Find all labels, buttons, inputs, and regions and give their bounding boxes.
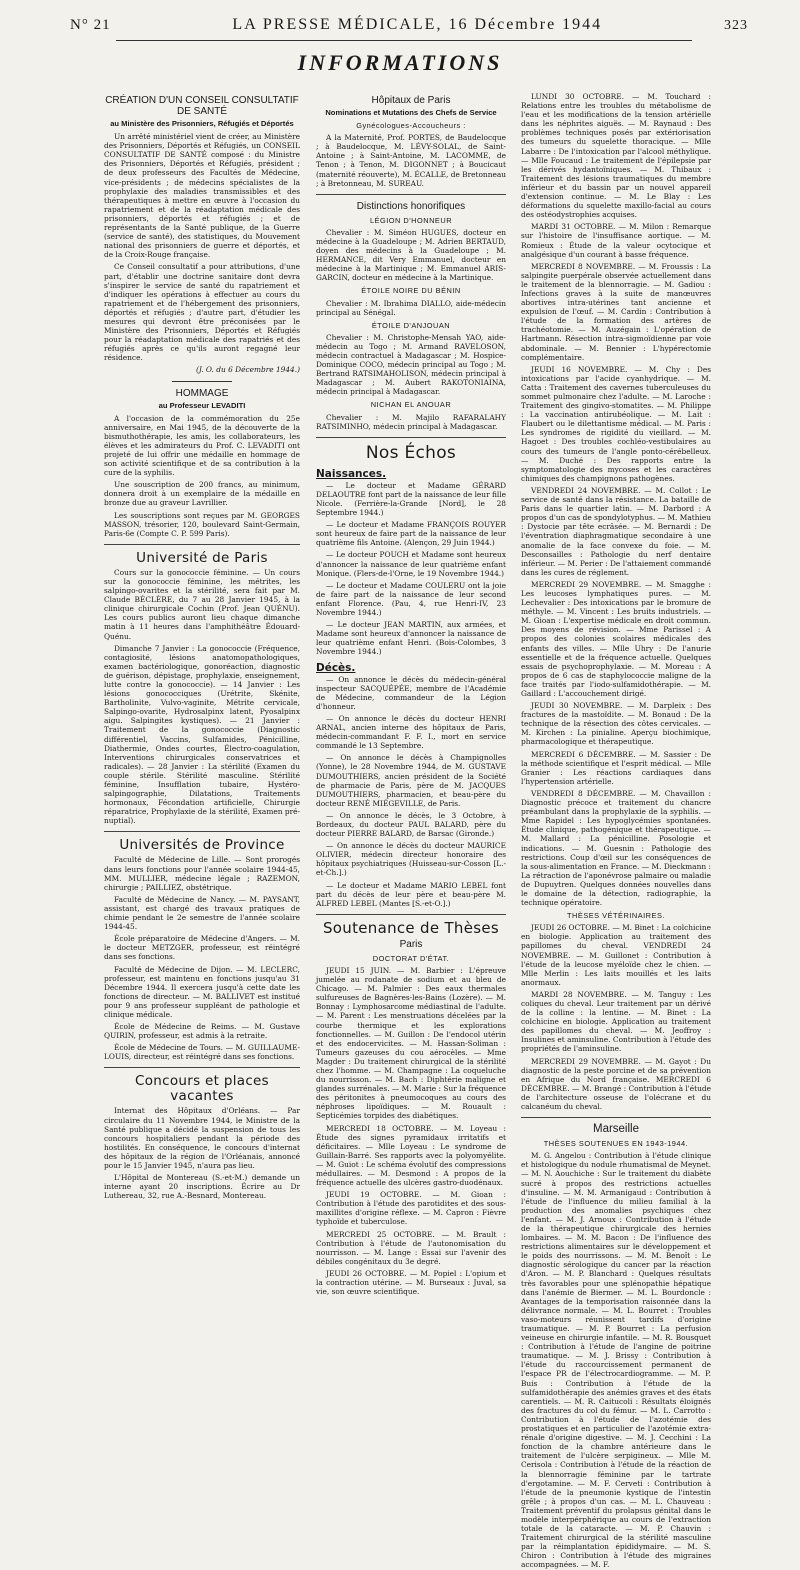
separator [104,831,300,832]
paragraph: École préparatoire de Médecine d'Angers. — M. le docteur METZGER, professeur, est réintégré dans ses fonctions. [104,934,300,962]
separator [316,194,506,195]
paragraph: JEUDI 26 OCTOBRE. — M. Popiel : L'opium et la contraction utérine. — M. Burseaux : Juval, sa vie, son œuvre scientifique. [316,1268,506,1297]
paragraph: École de Médecine de Reims. — M. Gustave QUIRIN, professeur, est admis à la retraite. [104,1022,300,1041]
heading-universites-province: Universités de Province [119,837,285,854]
issue-number: N° 21 [70,17,111,33]
column-1 [104,92,300,1201]
separator [316,914,506,915]
paragraph: M. G. Angelou : Contribution à l'étude clinique et histologique du nodule rhumatismal de Meynet. — M. N. Aouchiche : Sur le traitement du diabète sucré à propos des restrictions actuelles d'insuline. — M. M. Armanigaud : Contribution à l'étude de l'influence du milieu familial à la production des anomalies psychiques chez l'enfant. — M. J. Arnoux : Contribution à l'étude de la thérapeutique chirurgicale des hernies lombaires. — M. M. Bacon : De l'influence des restrictions alimentaires sur le développement et le poids des nourrissons. — M. M. Benoît : Le diagnostic sérologique du cancer par la réaction d'Aron. — M. P. Blanchard : Quelques résultats très favorables pour une splénopathie hépatique dans l'anémie de Biermer. — M. L. Bourdoncle : Avantages de la temporisation raisonnée dans la délivrance normale. — M. L. Bourret : Troubles vaso-moteurs réunissent tardifs d'origine traumatique. — M. P. Bourret : La perfusion veineuse en chirurgie infantile. — M. R. Bousquet : Contribution à l'étude de l'angine de poitrine traumatique. — M. J. Brissy : Contribution à l'étude du raccourcissement permanent de l'espace PR de l'électrocardiogramme. — M. P. Buis : Contribution à l'étude de la sulfamidothérapie des anémies graves et des états carentiels. — M. R. Caitucoli : Résultats éloignés des fractures du col du fémur. — M. L. Carrotto : Contribution à l'étude de l'azotémie des prostatiques et en particulier de l'azotémie extra-rénale d'origine digestive. — M. J. Cecchini : La fonction de la chambre antérieure dans le traitement de l'ulcère serpigineux. — Mlle M. Cerisola : Contribution à l'étude de la réaction de la blennorragie féminine par le tartrate d'ergotamine. — M. F. Cerveti : Contribution à l'étude de la pneumonie kystique de l'intestin grêle ; à propos d'un cas. — M. L. Chauveau : Traitement préventif du prolapsus génital dans le modèle interpérphérique au cours de l'extraction totale de la cataracte. — M. P. Chauvin : Traitement chirurgical de la stérilité masculine par la réimplantation épididymaire. — M. S. Chiron : Contribution à l'étude des migraines accompagnées. — M. F. [521,1151,711,1570]
page-number: 323 [724,18,748,33]
paragraph: Chevalier : M. Christophe-Mensah YAO, aide-médecin au Togo ; M. Armand RAVELOSON, médecin contractuel à Madagascar ; M. Hospice-Dominique COCO, médecin principal au Togo ; M. Bertrand RATSIMAHOLISON, médecin principal à Madagascar ; M. Aubert RAKOTONIAINA, médecin principal à Madagascar. [316,332,506,397]
paragraph: — Le docteur et Madame FRANÇOIS ROUYER sont heureux de faire part de la naissance de leur quatrième fils Antoine. (Alençon, 29 Juin 1944.) [316,520,506,548]
paragraph: L'Hôpital de Montereau (S.-et-M.) demande un interne ayant 20 inscriptions. Écrire au Dr Luthereau, 32, rue A.-Besnard, Montereau. [104,1173,300,1201]
heading-universite-paris: Université de Paris [136,549,268,566]
paragraph: MERCREDI 18 OCTOBRE. — M. Loyeau : Étude des signes pyramidaux irritatifs et déficitaires. — Mlle Loyeau : Le syndrome de Guillain-Barré. Ses rapports avec la polyomyélite. — M. Guiot : Le schéma évolutif des compressions médullaires. — M. Desmond : A propos de la fréquence actuelle des ulcères gastro-duodénaux. [316,1123,506,1188]
paragraph: VENDREDI 8 DÉCEMBRE. — M. Chavaillon : Diagnostic précoce et traitement du chancre préambulant dans la prophylaxie de la syphilis. — Mme Rapidel : Les hypoglycémies spontanées. Étude clinique, pathogénique et thérapeutique. — M. Mallard : La pénicilline. Posologie et indications. — M. Guesnin : Pathologie des restrictions. Coup d'œil sur les conséquences de la sous-alimentation en France. — M. Dieckmann : La rétraction de l'aponévrose palmaire ou maladie de Dupuytren. Quelques données nouvelles dans le domaine de la détection, radiographie, la technique opératoire. [521,788,711,908]
paragraph: — Le docteur JEAN MARTIN, aux armées, et Madame sont heureux d'annoncer la naissance de leur quatrième enfant Henri. (Bois-Colombes, 3 Novembre 1944.) [316,620,506,657]
heading-hommage: HOMMAGE [175,387,229,399]
paragraph: JEUDI 15 JUIN. — M. Barbier : L'épreuve jumelée au rodanate de sodium et au bleu de Chicago. — M. Palmier : Des eaux thermales sulfureuses de Bagnères-les-Bains (Lozère). — M. Bonnay : Lymphosarcome médiastinal de l'adulte. — M. Parent : Les menstruations décelées par la courbe thermique et les explorations fonctionnelles. — M. Guillon : De l'endocol utérin et des endocervicites. — M. Hassan-Soliman : Tumeurs gazeuses du cou aérocèles. — Mme Magder : Du traitement chirurgical de la stérilité chez l'homme. — M. Champagne : La coqueluche du nourrisson. — M. Bach : Diphtérie maligne et glandes surrénales. — M. Marie : Sur la fréquence des péritonites à pneumocoques au cours des néphroses lipoïdiques. — M. Rouault : Septicémies torpides des diabétiques. [316,965,506,1121]
paragraph: Une souscription de 200 francs, au minimum, donnera droit à un exemplaire de la médaille en bronze due au graveur Lavrillier. [104,480,300,508]
paragraph: VENDREDI 24 NOVEMBRE. — M. Collot : Le service de santé dans la résistance. La bataille de Paris dans le quartier latin. — M. Darbord : A propos d'un cas de spondylotyphus. — M. Mathieu : Dystocie par tête ecrâsée. — M. Bernardi : De l'éventration diaphragmatique secondaire à une anomalie de la face convexe du foie. — M. Desconsailles : Pathologie du nerf dentaire inférieur. — M. Perier : De l'attaiement commandé dans les cures de réglement. [521,485,711,577]
paragraph: JEUDI 30 NOVEMBRE. — M. Darpleix : Des fractures de la mastoïdite. — M. Bonaud : De la technique de la résection des côtes cervicales. — M. Kirchen : La pinialine. Aperçu biochimique, pharmacologique et thérapeutique. [521,701,711,747]
heading-marseille: Marseille [592,1123,639,1136]
heading-paris: Paris [399,938,423,950]
subheading-hommage: au Professeur LEVADITI [158,400,246,410]
subheading-nominations: Nominations et Mutations des Chefs de Service [325,108,497,117]
paragraph: Chevalier : M. Ibrahima DIALLO, aide-médecin principal au Sénégal. [316,298,506,317]
running-header [70,16,748,38]
separator [521,1117,711,1118]
paragraph: Chevalier : M. Majilo RAFARALAHY RATSIMINHO, médecin principal à Madagascar. [316,412,506,431]
heading-conseil: CRÉATION D'UN CONSEIL CONSULTATIF DE SANTÉ [105,95,299,117]
paragraph: MERCREDI 29 NOVEMBRE. — M. Gayot : Du diagnostic de la peste porcine et de sa prévention en Afrique du Nord française. MERCREDI 6 DÉCEMBRE. — M. Brangé : Contribution à l'étude de l'architecture osseuse de l'olécrane et du calcanéum du cheval. [521,1056,711,1112]
heading-hopitaux-paris: Hôpitaux de Paris [371,95,451,106]
subheading-legion: LÉGION D'HONNEUR [369,215,453,225]
subheading-theses-soutenues: THÈSES SOUTENUES EN 1943-1944. [543,1139,689,1149]
paragraph: MERCREDI 25 OCTOBRE. — M. Brault : Contribution à l'étude de l'autonomisation du nourrisson. — M. Lange : Essai sur l'avenir des débiles congénitaux du 3e degré. [316,1229,506,1266]
paragraph: — On annonce le décès à Champignolles (Yonne), le 28 Novembre 1944, de M. GUSTAVE DUMOUTHIERS, ancien président de la Société de pharmacie de Paris, père de M. JACQUES DUMOUTHIERS, pharmacien, et beau-père du docteur RENÉ MIÉGEVILLE, de Paris. [316,753,506,808]
paragraph: JEUDI 26 OCTOBRE. — M. Binet : La colchicine en biologie. Application au traitement des papillomes du cheval. VENDREDI 24 NOVEMBRE. — M. Guillonet : Contribution à l'étude de la leucose myéloïde chez le chien. — Mlle Merlin : Les laits mouillés et les laits anormaux. [521,923,711,987]
paragraph: JEUDI 19 OCTOBRE. — M. Gioan : Contribution à l'étude des parotidites et des sous-maxillites d'origine réflexe. — M. Capron : Fièvre typhoïde et tuberculose. [316,1190,506,1227]
separator [104,1067,300,1068]
paragraph: — On annonce le décès du docteur HENRI ARNAL, ancien interne des hôpitaux de Paris, médecin-commandant F. F. I., mort en service commandé le 13 Septembre. [316,713,506,751]
paragraph: Cours sur la gonococcie féminine. — Un cours sur la gonococcie féminine, les métrites, les salpingo-ovarites et la stérilité, sera fait par M. Claude BÉCLÈRE, du 7 au 28 Janvier 1945, à la clinique chirurgicale Cochin (Prof. Jean QUÉNU). Les cours publics auront lieu chaque dimanche matin à 11 heures dans l'amphithéâtre Édouard-Quénu. [104,567,300,641]
header-rule [116,40,692,41]
paragraph: Internat des Hôpitaux d'Orléans. — Par circulaire du 11 Novembre 1944, le Ministre de la Santé publique a décidé la suspension de tous les concours hospitaliers pendant la période des hostilités. En conséquence, le concours d'internat des hôpitaux de la région de l'Orléanais, annoncé pour le 15 Janvier 1945, n'aura pas lieu. [104,1106,300,1170]
heading-distinctions: Distinctions honorifiques [356,200,466,212]
paragraph: — On annonce le décès du docteur MAURICE OLIVIER, médecin directeur honoraire des hôpitaux psychiatriques (Huisseau-sur-Cosson [L.-et-Ch.].) [316,841,506,878]
paragraph: Faculté de Médecine de Nancy. — M. PAYSANT, assistant, est chargé des travaux pratiques de chimie pendant le 2e semestre de l'année scolaire 1944-45. [104,894,300,932]
paragraph: Faculté de Médecine de Lille. — Sont prorogés dans leurs fonctions pour l'année scolaire 1944-45, MM. MULLIER, médecine légale ; RAZEMON, chirurgie ; PAILLIEZ, obstétrique. [104,855,300,892]
paragraph: — Le docteur et Madame MARIO LEBEL font part du décès de leur père et beau-père M. ALFRED LEBEL (Mantes [S.-et-O.].) [316,880,506,908]
paragraph: — Le docteur et Madame GÉRARD DELAOUTRE font part de la naissance de leur fille Nicole. (Ferrière-la-Grande [Nord], le 28 Septembre 1944.) [316,480,506,518]
heading-concours: Concours et places vacantes [135,1073,269,1105]
citation: (J. O. du 6 Décembre 1944.) [195,365,300,375]
subheading-theses-veterinaires: THÈSES VÉTÉRINAIRES. [567,911,665,921]
paragraph: Un arrêté ministériel vient de créer, au Ministère des Prisonniers, Déportés et Réfugiés, un CONSEIL CONSULTATIF DE SANTÉ composé : du Ministre des Prisonniers, Déportés et Réfugiés, président ; de deux professeurs des Facultés de Médecine, vice-présidents ; de médecins spécialistes de la prophylaxie des maladies transmissibles et des thérapeutiques à mettre en œuvre à l'occasion du rapatriement et de la réadaptation médicale des prisonniers, déportés et réfugiés ; et de représentants de la Santé publique, de la Guerre (service de santé), des statistiques, du Mouvement national des prisonniers de guerre et déportés, et de la Croix-Rouge française. [104,132,300,260]
heading-nos-echos: Nos Échos [365,442,457,463]
subheading-doctorat: DOCTORAT D'ÉTAT. [372,953,450,963]
paragraph: Chevalier : M. Siméon HUGUES, docteur en médecine à la Guadeloupe ; M. Adrien BERTAUD, doyen des médecins à la Guadeloupe ; M. HERMANCE, dit Very Emmanuel, docteur en médecine à la Martinique ; M. Emmanuel ARIS-GARCIN, docteur en médecine à la Martinique. [316,227,506,283]
subheading-gynecologues: Gynécologues-Accoucheurs : [356,121,466,131]
paragraph: Faculté de Médecine de Dijon. — M. LECLERC, professeur, est maintenu en fonctions jusqu'au 31 Décembre 1944. Il exercera jusqu'à cette date les fonctions de directeur. — M. BALLIVET est institué pour 9 ans professeur suppléant de pathologie et clinique médicale. [104,964,300,1019]
paragraph: École de Médecine de Tours. — M. GUILLAUME-LOUIS, directeur, est réintégré dans ses fonctions. [104,1043,300,1062]
subheading-conseil: au Ministère des Prisonniers, Réfugiés et Déportés [110,119,294,128]
heading-soutenance: Soutenance de Thèses [322,918,500,937]
paragraph: A la Maternité, Prof. PORTES, de Baudelocque ; à Baudelocque, M. LÉVY-SOLAL, de Saint-Antoine ; à Saint-Antoine, M. LACOMME, de Tenon ; à Tenon, M. DIGONNET ; à Boucicaut (maternité réouverte), M. ÉCALLE, de Bretonneau ; à Bretonneau, M. SUREAU. [316,133,506,188]
subheading-benin: ÉTOILE NOIRE DU BÉNIN [361,286,461,296]
paragraph: — Le docteur et Madame COULERU ont la joie de faire part de la naissance de leur second enfant Florence. (Pau, 4, rue Henri-IV, 23 Novembre 1944.) [316,580,506,618]
column-2 [316,92,506,1297]
paragraph: Les souscriptions sont reçues par M. GEORGES MASSON, trésorier, 120, boulevard Saint-Germain, Paris-6e (Compte C. P. 599 Paris). [104,510,300,538]
paragraph: MERCREDI 29 NOVEMBRE. — M. Smagghe : Les leucoses lymphatiques pures. — M. Lechevalier : Des intoxications par le bromure de méthyle. — M. Vincent : Les bruits industriels. — M. Gioan : L'expertise médicale en droit commun. Des moyens de révision. — Mme Parissel : A propos des colonies scolaires médicales des enfants des villes. — Mlle Uhry : De l'anurie essentielle et de la fréquence actuelle. Quelques essais de psychoprophylaxie. — M. Moreau : A propos de 6 cas de staphylococcie maligne de la face traités par l'iodo-sulfamidothérapie. — M. Gaillard : L'accouchement dirigé. [521,579,711,698]
subheading-nichan: NICHAN EL ANOUAR [370,400,452,410]
paragraph: MARDI 28 NOVEMBRE. — M. Tanguy : Les coliques du cheval. Leur traitement par un dérivé de la colline : la lentine. — M. Binet : La colchicine en biologie. Application au traitement des papillomes du cheval. — M. Jeoffroy : Insulines et aminsuline. Contribution à l'étude des propriétés de l'aminsuline. [521,989,711,1054]
journal-title: LA PRESSE MÉDICALE, 16 Décembre 1944 [232,16,603,33]
paragraph: — On annonce le décès du médecin-général inspecteur SACQUÉPÉE, membre de l'Académie de Médecine, commandeur de la Légion d'honneur. [316,674,506,711]
heading-deces: Décès. [316,661,356,674]
paragraph: Dimanche 7 Janvier : La gonococcie (Fréquence, contagiosité, lésions anatomopathologiques, examen bactériologique, gonoréaction, diagnostic de guérison, dépistage, prophylaxie, enseignement, lutte contre la gonococcie). — 14 Janvier : Les lésions gonococciques (Urétrite, Skénite, Bartholinite, Vulvo-vaginite, Métrite cervicale, Salpingo-ovarite, Hydrosalpinx latent, Pyosalpinx aigu. Salpingites kystiques). — 21 Janvier : Traitement de la gonococcie (Diagnostic différentiel, Vaccins, Sulfamides, Pénicilline, Diathermie, Ondes courtes, Électro-coagulation, Interventions chirurgicales conservatrices et radicales). — 28 Janvier : La stérilité (Examen du couple stérile. Stérilité masculine. Stérilité féminine, Insufflation tubaire, Hystéro-salpingographie, Dilatations, Traitements hormonaux, Fécondation artificielle, Chirurgie réparatrice, Prophylaxie de la stérilité, Examen pré-nuptial). [104,643,300,826]
paragraph: JEUDI 16 NOVEMBRE. — M. Chy : Des intoxications par l'acide cyanhydrique. — M. Catta : Traitement des cavernes tuberculeuses du sommet pulmonaire chez l'adulte. — M. Laroche : Traitement des gingivo-stomatites. — M. Philippe : La vaccination antirubéolique. — M. Lait : Flaubert ou le dilettantisme médical. — M. Paris : Les syndromes de rigidité du vieillard. — M. Hagoet : Des troubles cochléo-vestibulaires au cours des tumeurs de l'angle ponto-cérébelleux. — M. Duché : Des rapports entre la symptomatologie des mycoses et les caractères chimiques des champignons pathogènes. [521,364,711,483]
separator [172,381,232,382]
paragraph: — Le docteur POUCH et Madame sont heureux d'annoncer la naissance de leur quatrième enfant Monique. (Flers-de-l'Orne, le 19 Novembre 1944.) [316,550,506,578]
heading-naissances: Naissances. [316,467,387,480]
paragraph: A l'occasion de la commémoration du 25e anniversaire, en Mai 1945, de la découverte de la bismuthothérapie, les amis, les collaborateurs, les élèves et les admirateurs du Prof. C. LEVADITI ont projeté de lui offrir une médaille en hommage de son activité scientifique et de sa contribution à la cure de la syphilis. [104,413,300,478]
separator [316,437,506,438]
paragraph: MERCREDI 6 DÉCEMBRE. — M. Sassier : De la méthode scientifique et l'esprit médical. — Mlle Granier : Les réactions cardiaques dans l'hypertension artérielle. [521,749,711,786]
paragraph: — On annonce le décès, le 3 Octobre, à Bordeaux, du docteur PAUL BALARD, père du docteur PIERRE BALARD, de Barsac (Gironde.) [316,810,506,839]
separator [104,544,300,545]
paragraph: Ce Conseil consultatif a pour attributions, d'une part, d'établir une doctrine sanitaire dont devra s'inspirer le service de santé du rapatriement et d'indiquer les opérations à effectuer au cours du rapatriement et de l'hébergement des prisonniers, déportés et réfugiés ; d'autre part, d'étudier les mesures qui devront être préconisées par le Ministère des Prisonniers, Déportés et Réfugiés pour la réadaptation médicale des rapatriés et des réfugiés après ce qu'ils auront regagné leur résidence. [104,262,300,363]
paragraph: MERCREDI 8 NOVEMBRE. — M. Froussis : La salpingite puerpérale observée actuellement dans le traitement de la blennorragie. — M. Gadiou : Infections graves à la suite de manœuvres abortives intra-utérines tant ancienne et expulsion de l'œuf. — M. Cardin : Contribution à l'étude de la formation des artères de trachéotomie. — M. Auzégain : L'opération de Hartmann. Résection intra-sigmoïdienne par voie abdominale. — M. Bennier : L'hypérectomie complémentaire. [521,261,711,362]
section-title: INFORMATIONS [297,50,503,75]
paragraph: LUNDI 30 OCTOBRE. — M. Touchard : Relations entre les troubles du métabolisme de l'eau et les modifications de la tension artérielle dans les néphrites aiguës. — M. Raynaud : Des problèmes techniques posés par extériorisation des tumeurs du squelette thoracique. — Mlle Labarre : De l'intoxication par l'alcool méthylique. — Mlle Foucaud : Le traitement de l'épilepsie par les dérivés hydantoïniques. — M. Thibaux : Traitement des lésions traumatiques du membre inférieur et du bassin par un nouvel appareil d'extension continue. — M. Le Blay : Les déformations du squelette maxillo-facial au cours des ostéodystrophies acquises. [521,92,711,220]
subheading-anjouan: ÉTOILE D'ANJOUAN [371,320,451,330]
column-3 [521,92,711,1570]
paragraph: MARDI 31 OCTOBRE. — M. Milon : Remarque sur l'histoire de l'insuffisance aortique. — M. Romieux : Étude de la valeur ocytocique et analgésique d'un courant à basse fréquence. [521,222,711,259]
